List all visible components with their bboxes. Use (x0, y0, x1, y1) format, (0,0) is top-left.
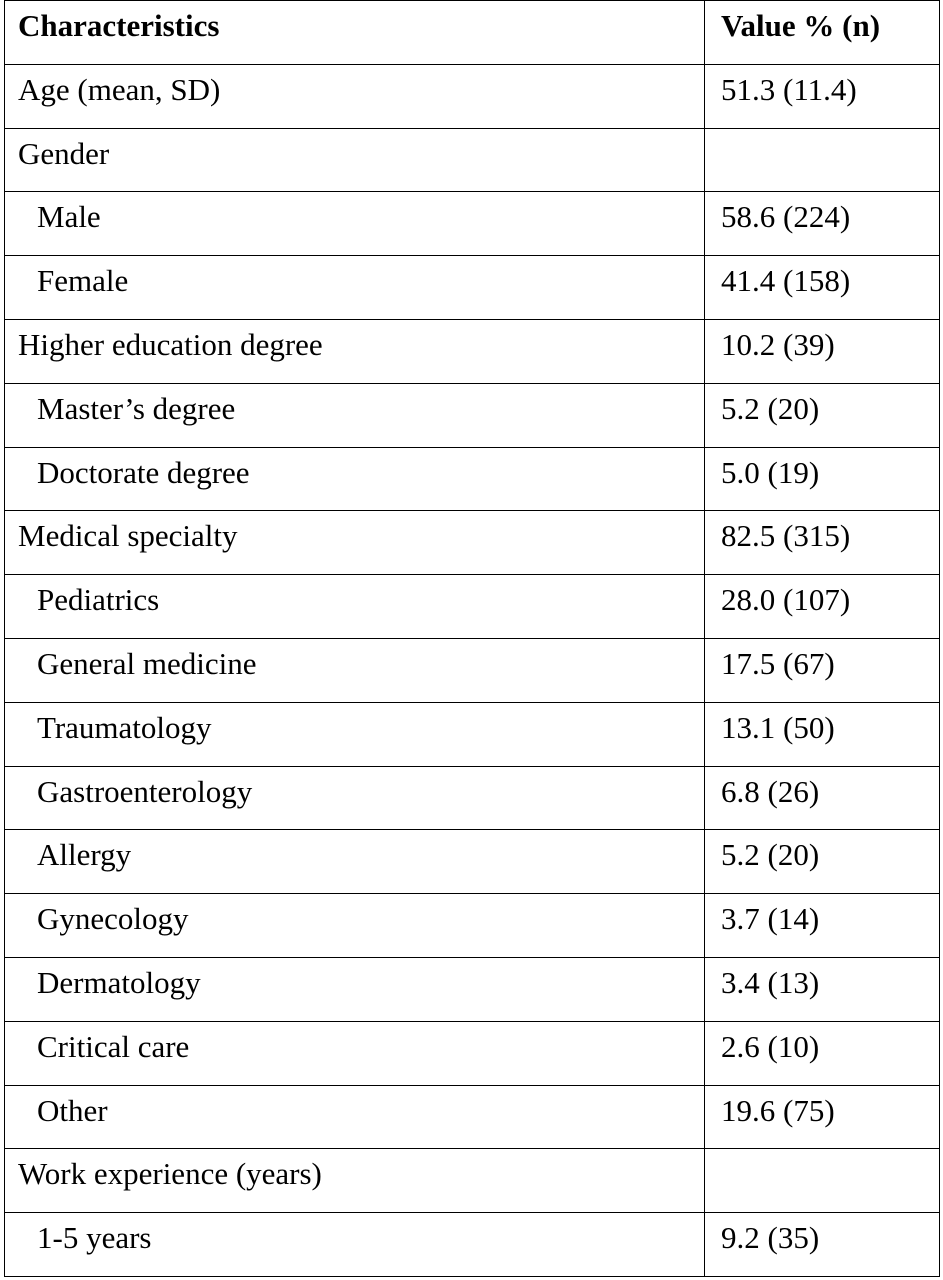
row-label: Gynecology (5, 894, 705, 958)
row-label: Age (mean, SD) (5, 64, 705, 128)
row-value (705, 1149, 940, 1213)
row-value: 9.2 (35) (705, 1213, 940, 1277)
row-label: Medical specialty (5, 511, 705, 575)
row-label: Other (5, 1085, 705, 1149)
characteristics-table (4, 0, 940, 1277)
table-row (5, 64, 940, 128)
row-value: 82.5 (315) (705, 511, 940, 575)
row-value (705, 128, 940, 192)
table-row (5, 638, 940, 702)
row-label: Gender (5, 128, 705, 192)
row-label: Master’s degree (5, 383, 705, 447)
row-value: 41.4 (158) (705, 256, 940, 320)
row-value: 2.6 (10) (705, 1021, 940, 1085)
row-value: 28.0 (107) (705, 575, 940, 639)
table-row (5, 575, 940, 639)
table-row (5, 192, 940, 256)
row-value: 51.3 (11.4) (705, 64, 940, 128)
table-row (5, 1213, 940, 1277)
row-label: Male (5, 192, 705, 256)
table-row (5, 1021, 940, 1085)
row-label: 1-5 years (5, 1213, 705, 1277)
row-label: Dermatology (5, 957, 705, 1021)
table-row (5, 894, 940, 958)
table-row (5, 1085, 940, 1149)
row-value: 5.0 (19) (705, 447, 940, 511)
table-header-row (5, 1, 940, 65)
row-label: Allergy (5, 830, 705, 894)
row-label: Higher education degree (5, 319, 705, 383)
header-value: Value % (n) (705, 1, 940, 65)
row-label: Doctorate degree (5, 447, 705, 511)
table-row (5, 957, 940, 1021)
table-row (5, 766, 940, 830)
row-label: Traumatology (5, 702, 705, 766)
row-value: 17.5 (67) (705, 638, 940, 702)
row-label: Gastroenterology (5, 766, 705, 830)
row-label: Female (5, 256, 705, 320)
table-row (5, 319, 940, 383)
row-label: Pediatrics (5, 575, 705, 639)
row-value: 6.8 (26) (705, 766, 940, 830)
row-value: 19.6 (75) (705, 1085, 940, 1149)
row-label: General medicine (5, 638, 705, 702)
row-value: 10.2 (39) (705, 319, 940, 383)
table-row (5, 1149, 940, 1213)
table-row (5, 256, 940, 320)
table-row (5, 702, 940, 766)
table-row (5, 383, 940, 447)
row-value: 5.2 (20) (705, 830, 940, 894)
row-value: 3.4 (13) (705, 957, 940, 1021)
table-row (5, 447, 940, 511)
row-value: 3.7 (14) (705, 894, 940, 958)
table-row (5, 511, 940, 575)
header-characteristics: Characteristics (5, 1, 705, 65)
table-row (5, 830, 940, 894)
table-body (5, 1, 940, 1277)
row-value: 58.6 (224) (705, 192, 940, 256)
table-row (5, 128, 940, 192)
row-label: Critical care (5, 1021, 705, 1085)
row-value: 5.2 (20) (705, 383, 940, 447)
row-value: 13.1 (50) (705, 702, 940, 766)
row-label: Work experience (years) (5, 1149, 705, 1213)
